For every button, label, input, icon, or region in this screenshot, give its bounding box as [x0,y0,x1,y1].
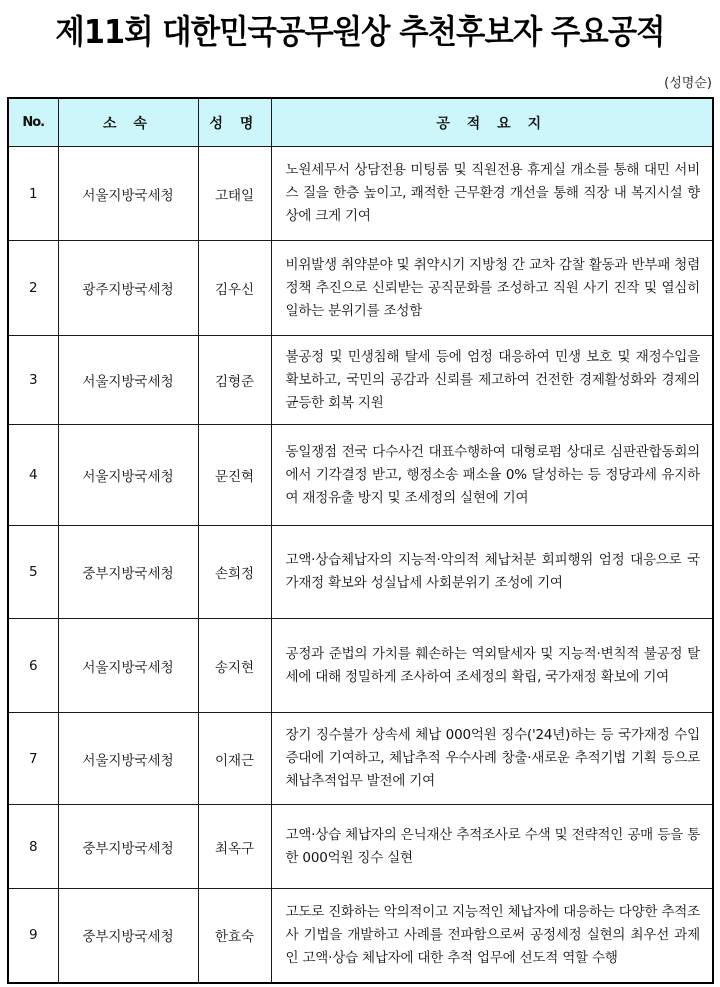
achievements-table [7,97,714,984]
sort-order-note: (성명순) [664,76,712,91]
table-row [8,526,713,619]
cell-no: 7 [8,713,58,805]
cell-summary: 동일쟁점 전국 다수사건 대표수행하여 대형로펌 상대로 심판관합동회의에서 기각결정 받고, 행정소송 패소율 0% 달성하는 등 정당과세 유지하여 재정유출 방지 및 조세정의 실현에 기여 [271,425,713,526]
cell-name: 김우신 [198,241,271,336]
cell-org: 중부지방국세청 [58,889,198,983]
cell-name: 문진혁 [198,425,271,526]
table-row [8,241,713,336]
cell-no: 5 [8,526,58,619]
cell-name: 이재근 [198,713,271,805]
cell-no: 4 [8,425,58,526]
table-row [8,336,713,425]
cell-name: 송지현 [198,619,271,713]
table-body [8,147,713,983]
cell-summary: 장기 징수불가 상속세 체납 000억원 징수('24년)하는 등 국가재정 수입 증대에 기여하고, 체납추적 우수사례 창출·새로운 추적기법 기획 등으로 체납추적업무 발전에 기여 [271,713,713,805]
table-row [8,805,713,889]
table-row [8,147,713,241]
cell-org: 서울지방국세청 [58,619,198,713]
cell-no: 6 [8,619,58,713]
document-title: 제11회 대한민국공무원상 추천후보자 주요공적 [55,12,665,51]
table-row [8,713,713,805]
column-header-name: 성 명 [198,98,271,147]
cell-name: 최옥구 [198,805,271,889]
cell-org: 서울지방국세청 [58,336,198,425]
cell-summary: 고액·상습체납자의 지능적·악의적 체납처분 회피행위 엄정 대응으로 국가재정 확보와 성실납세 사회분위기 조성에 기여 [271,526,713,619]
table-header-row [8,98,713,147]
cell-name: 손희정 [198,526,271,619]
cell-summary: 고도로 진화하는 악의적이고 지능적인 체납자에 대응하는 다양한 추적조사 기법을 개발하고 사례를 전파함으로써 공정세정 실현의 최우선 과제인 고액·상습 체납자에 대한 추적 업무에 선도적 역할 수행 [271,889,713,983]
cell-no: 8 [8,805,58,889]
cell-summary: 불공정 및 민생침해 탈세 등에 엄정 대응하여 민생 보호 및 재정수입을 확보하고, 국민의 공감과 신뢰를 제고하여 건전한 경제활성화와 경제의 균등한 회복 지원 [271,336,713,425]
cell-org: 광주지방국세청 [58,241,198,336]
cell-org: 중부지방국세청 [58,526,198,619]
cell-summary: 비위발생 취약분야 및 취약시기 지방청 간 교차 감찰 활동과 반부패 청렴정책 추진으로 신뢰받는 공직문화를 조성하고 직원 사기 진작 및 열심히 일하는 분위기를 조성함 [271,241,713,336]
column-header-summary: 공 적 요 지 [271,98,713,147]
cell-no: 1 [8,147,58,241]
cell-org: 중부지방국세청 [58,805,198,889]
cell-summary: 고액·상습 체납자의 은닉재산 추적조사로 수색 및 전략적인 공매 등을 통한 000억원 징수 실현 [271,805,713,889]
table-row [8,425,713,526]
cell-summary: 공정과 준법의 가치를 훼손하는 역외탈세자 및 지능적·변칙적 불공정 탈세에 대해 정밀하게 조사하여 조세정의 확립, 국가재정 확보에 기여 [271,619,713,713]
column-header-no: No. [8,98,58,147]
cell-no: 3 [8,336,58,425]
cell-org: 서울지방국세청 [58,425,198,526]
table-row [8,619,713,713]
cell-summary: 노원세무서 상담전용 미팅룸 및 직원전용 휴게실 개소를 통해 대민 서비스 질을 한층 높이고, 쾌적한 근무환경 개선을 통해 직장 내 복지시설 향상에 크게 기여 [271,147,713,241]
column-header-org: 소 속 [58,98,198,147]
cell-no: 2 [8,241,58,336]
cell-org: 서울지방국세청 [58,147,198,241]
table-row [8,889,713,983]
cell-no: 9 [8,889,58,983]
cell-name: 한효숙 [198,889,271,983]
cell-name: 고태일 [198,147,271,241]
cell-name: 김형준 [198,336,271,425]
cell-org: 서울지방국세청 [58,713,198,805]
